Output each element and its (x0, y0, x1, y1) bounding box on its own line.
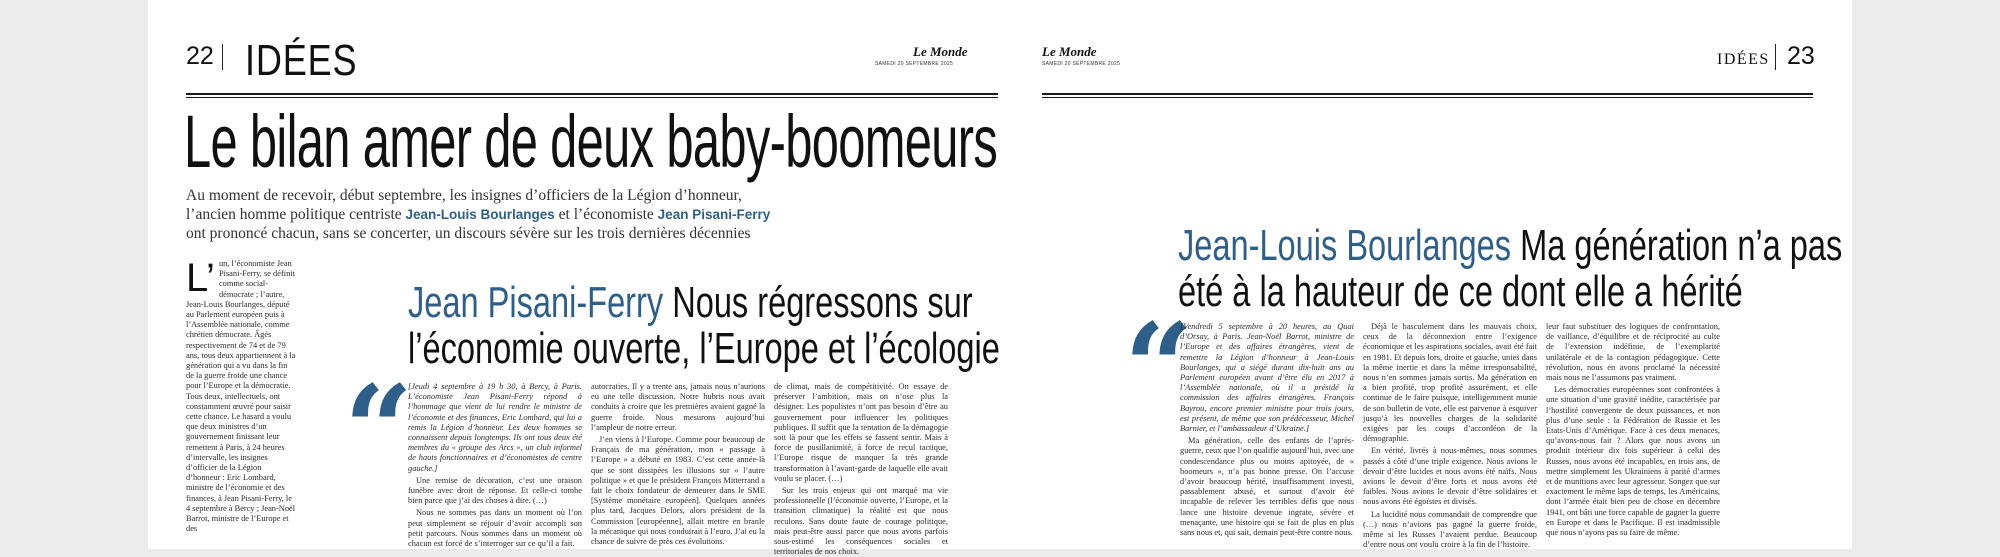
header-rule-thin (186, 97, 998, 98)
paragraph: J’en viens à l’Europe. Comme pour beaucoup de Français de ma génération, mon « passage à l’Europe » a débuté en 1983. C’est cette année-là que se sont dissipées les illusions sur « l’autre politique » et que le président François Mitterrand a fait le choix fondateur de demeurer dans le SME [Système monétaire européen]. Quelques années plus tard, Jacques Delors, alors président de la Commission [européenne], allait mettre en branle la mécanique qui nous conduirait à l’euro. J’ai eu la chance de suivre de près ces évolutions. (591, 435, 765, 547)
article-lead: [Jeudi 4 septembre à 19 h 30, à Bercy, à Paris. L’économiste Jean Pisani-Ferry répond à l’hommage que vient de lui rendre le ministre de l’économie et des finances, Eric Lombard, qui lui a remis la Légion d’honneur. Les deux hommes se connaissent depuis longtemps. Ils ont tous deux été membres du « groupe des Arcs », un club informel de hauts fonctionnaires et d’économistes de centre gauche.] (408, 382, 582, 473)
intro-column-text: un, l’économiste Jean Pisani-Ferry, se définit comme social-démocrate ; l’autre, Jean-Louis Bourlanges, député au Parlement européen puis à l’Assemblée nationale, comme chrétien démocrate. Âgés respectivement de 74 et de 79 ans, tous deux appartiennent à la génération qui a vu dans la fin de la guerre froide une chance pour l’Europe et la démocratie. Tous deux, intellectuels, ont constamment œuvré pour saisir cette chance. Le hasard a voulu que deux ministres d’un gouvernement finissant leur remettent à Paris, à 24 heures d’intervalle, les insignes d’officier de la Légion d’honneur : Eric Lombard, ministre de l’économie et des finances, à Jean Pisani-Ferry, le 4 septembre à Bercy ; Jean-Noël Barrot, ministre de l’Europe et des (186, 259, 296, 534)
dateline: SAMEDI 20 SEPTEMBRE 2025 (875, 61, 954, 67)
header-rule (1042, 93, 1813, 95)
paragraph: Déjà le basculement dans les mauvais choix, ceux de la déconnexion entre l’exigence économique et les aspirations sociales, avait été fait en 1981. Et depuis lors, droite et gauche, unies dans la même inertie et dans la même irresponsabilité, nous n’en sommes jamais sortis. Ma génération en a bien profité, trop profité assurément, et elle continue de le faire puisque, intelligemment munie de son bulletin de vote, elle est parvenue à esquiver jusqu’à les nouvelles charges de la solidarité exigées par les coups d’accordéon de la démographie. (1363, 322, 1537, 444)
paragraph: Sur les trois enjeux qui ont marqué ma vie professionnelle (l’économie ouverte, l’Europe, et la transition climatique) la réalité est que nous reculons. Sans doute faute de courage politique, mais peut-être aussi parce que nous avons parfois sous-estimé les conséquences sociales et territoriales de nos choix. (774, 486, 948, 557)
standfirst-text: l’ancien homme politique centriste (186, 206, 406, 223)
section-rubric: IDÉES (245, 36, 358, 85)
paragraph: La lucidité nous commandait de comprendre que (…) nous n’avions pas gagné la guerre froide, même si les Russes l’avaient perdue. Beaucoup d’entre nous ont voulu croire à la fin de l’histoire. (1363, 509, 1537, 550)
section-rubric: IDÉES (1717, 51, 1770, 68)
article-column-1 (1180, 322, 1354, 549)
standfirst-line (186, 205, 826, 224)
standfirst-line: ont prononcé chacun, sans se concerter, un discours sévère sur les trois dernières décennies (186, 225, 751, 242)
article-column-3 (774, 382, 948, 557)
header-divider (222, 44, 223, 70)
article-title-line: été à la hauteur de ce dont elle a hérité (1178, 267, 1743, 316)
standfirst-text: et l’économiste (554, 206, 658, 223)
page-number: 23 (1787, 42, 1815, 70)
standfirst-line: Au moment de recevoir, début septembre, les insignes d’officiers de la Légion d’honneur, (186, 187, 742, 204)
paragraph: Une remise de décoration, c’est une oraison funèbre avec droit de réponse. Et celle-ci tombe bien parce que j’ai des choses à dire. (…) (408, 475, 582, 506)
standfirst (186, 186, 826, 243)
author-name-bourlanges: Jean-Louis Bourlanges (405, 207, 555, 222)
paragraph: En vérité, livrés à nous-mêmes, nous sommes passés à côté d’une triple exigence. Nous avions le devoir d’être lucides et nous avons été naïfs. Nous avions le devoir d’être forts et nous avons été faibles. Nous avions le devoir d’être solidaires et nous avons été égoïstes et divisés. (1363, 446, 1537, 507)
article-author: Jean Pisani-Ferry (408, 278, 664, 327)
article-lead: [Vendredi 5 septembre à 20 heures, au Quai d’Orsay, à Paris. Jean-Noël Barrot, ministre de l’Europe et des affaires étrangères, vient de remettre la Légion d’honneur à Jean-Louis Bourlanges, qui a siégé durant dix-huit ans au Parlement européen avant d’être élu en 2017 à l’Assemblée nationale, où il a présidé la commission des affaires étrangères. François Bayrou, encore premier ministre pour trois jours, est présent, de même que son prédécesseur, Michel Barnier, et l’ambassadeur d’Ukraine.] (1180, 322, 1354, 434)
quote-mark-icon: “ (344, 359, 414, 500)
paragraph: Les démocraties européennes sont confrontées à une situation d’une gravité inédite, caractérisée par l’hostilité convergente de deux puissances, et non plus d’une seule : la Fédération de Russie et les Etats-Unis d’Amérique. Face à ces deux menaces, qu’avons-nous fait ? Alors que nous avons un produit intérieur dix fois supérieur à celui des Russes, nous avons été incapables, en trois ans, de mettre simplement les Ukrainiens à parité d’armes et de munitions avec leur agresseur. Songez que sur exactement le même laps de temps, les Américains, dont l’armée était bien peu de chose en décembre 1941, ont bâti une force capable de gagner la guerre en Europe et dans le Pacifique. Il est inadmissible que nous n’ayons pas su faire de même. (1546, 385, 1720, 538)
header-rule (186, 93, 998, 95)
header-rule-thin (1042, 97, 1813, 98)
article-title-line: Ma génération n’a pas (1520, 221, 1843, 270)
paragraph: de climat, mais de compétitivité. On essaye de préserver l’ambition, mais on n’ose plus la désigner. Les populistes n’ont pas besoin d’être au gouvernement pour influencer les politiques publiques. Il suffit que la tentation de la démagogie soit là pour que les effets se fassent sentir. Mais à force de pusillanimité, à force de recul tactique, l’Europe risque de manquer la très grande transformation à l’avant-garde de laquelle elle avait voulu se placer. (…) (774, 382, 948, 483)
paragraph: Nous ne sommes pas dans un moment où l’on peut simplement se réjouir d’avoir accompli son petit parcours. Nous sommes dans un moment où chacun est forcé de s’interroger sur ce qu’il a fait. (408, 508, 582, 549)
article-author: Jean-Louis Bourlanges (1178, 221, 1512, 270)
article-title-line: Nous régressons sur (672, 278, 973, 327)
article-headline-pisani-ferry (408, 280, 1000, 372)
header-divider (1775, 44, 1776, 70)
intro-column (186, 256, 296, 549)
paragraph: leur faut substituer des logiques de confrontation, de vaillance, d’équilibre et de réciprocité au culte de l’extension indéfinie, de l’exemplarité unilatérale et de la contagion pédagogique. Cette révolution, nous en avons proclamé la nécessité mais nous ne l’assumons pas vraiment. (1546, 322, 1720, 383)
quote-mark-icon: “ (1124, 297, 1194, 438)
article-column-3 (1546, 322, 1720, 549)
paragraph: Ma génération, celle des enfants de l’après-guerre, ceux que l’on qualifie aujourd’hui, avec une condescendance plus ou moins apitoyée, de « boomeurs », n’a pas bonne presse. On l’accuse d’avoir beaucoup hérité, insuffisamment investi, passablement abusé, et surtout d’avoir été incapable de relever les terribles défis que nous lance une histoire devenue ingrate, sévère et menaçante, une histoire qui se fait de plus en plus sans nous et, qui sait, demain peut-être contre nous. (1180, 436, 1354, 538)
dateline: SAMEDI 20 SEPTEMBRE 2025 (1042, 61, 1121, 67)
article-headline-bourlanges (1178, 223, 1842, 315)
article-column-2 (1363, 322, 1537, 549)
page-number: 22 (186, 42, 214, 70)
drop-cap: L’ (186, 256, 215, 300)
author-name-pisani-ferry: Jean Pisani-Ferry (657, 207, 771, 222)
left-page (148, 0, 1000, 557)
article-column-2 (591, 382, 765, 549)
paragraph: autocraties. Il y a trente ans, jamais nous n’aurions eu une telle discussion. Notre hubris nous avait conduits à croire que les premières avaient gagné la guerre froide. Nous mesurons aujourd’hui l’ampleur de notre erreur. (591, 382, 765, 432)
right-page (1000, 0, 1852, 549)
article-column-1 (408, 382, 582, 549)
article-title-line: l’économie ouverte, l’Europe et l’écologie (408, 324, 1000, 373)
main-headline: Le bilan amer de deux baby-boomeurs (184, 100, 998, 183)
masthead-logo: Le Monde (913, 44, 968, 59)
masthead-logo: Le Monde (1042, 44, 1097, 59)
